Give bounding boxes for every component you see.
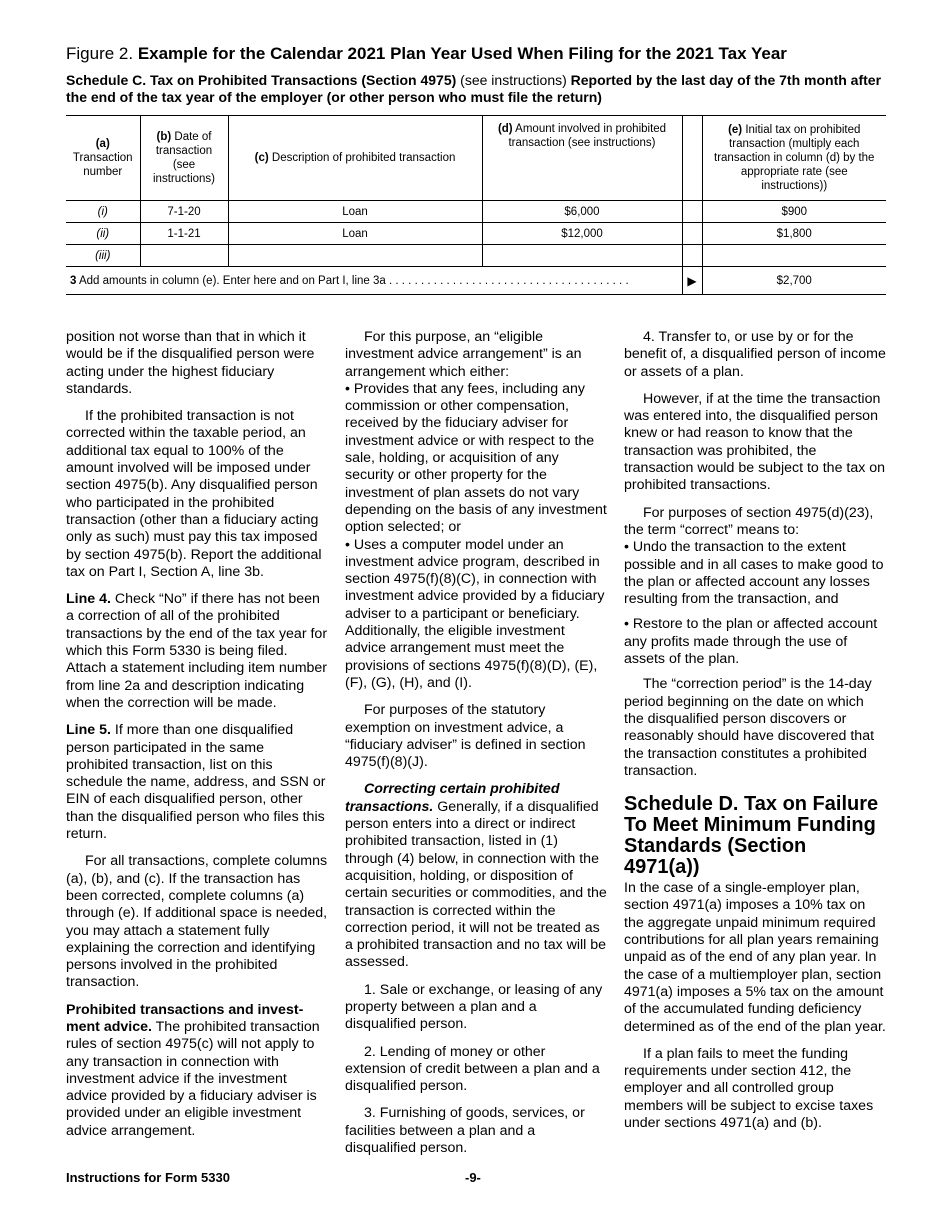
bullet-icon: • (345, 380, 350, 397)
numbered-item: 2. Lending of money or other extension of credit between a plan and a disqualified person. (345, 1043, 600, 1095)
row-number: (i) (66, 201, 140, 223)
row-description: Loan (228, 223, 482, 245)
header-b-text: Date of transaction (see instructions) (153, 131, 215, 185)
paragraph: For purposes of section 4975(d)(23), the term “correct” means to: (624, 504, 874, 538)
row-number: (ii) (66, 223, 140, 245)
row-tax: $900 (702, 201, 886, 223)
paragraph-investment-advice (66, 1002, 328, 1140)
paragraph: The “correction period” is the 14-day period beginning on the date on which the disqualified person discovers or reasonably should have discovered that the transaction constitutes a prohibited transaction. (624, 676, 875, 779)
bullet-item (345, 381, 607, 537)
bullet-text: Provides that any fees, including any commission or other compensation, received by the fiduciary adviser for investment advice or with respect to the sale, holding, or acquisition of any security or other property for the investment of plan assets do not vary depending on the basis of any investment option selected; or (345, 380, 607, 536)
paragraph: In the case of a single-employer plan, section 4971(a) imposes a 10% tax on the aggregate unpaid minimum required contributions for all plan years remaining unpaid as of the end of any plan year. In the case of a multiemployer plan, section 4971(a) imposes a 5% tax on the amount of the accumulated funding deficiency determined as of the end of the plan year. (624, 880, 886, 1035)
line-4-heading: Line 4. (66, 591, 111, 608)
header-e (702, 116, 886, 201)
numbered-item: 3. Furnishing of goods, services, or facilities between a plan and a disqualified person. (345, 1105, 585, 1157)
column-2 (345, 329, 607, 1167)
bullet-icon: • (624, 539, 629, 556)
row-amount: $12,000 (482, 223, 682, 245)
paragraph: If a plan fails to meet the funding requirements under section 412, the employer and all controlled group members will be subject to excise taxes under sections 4971(a) and (b). (624, 1045, 874, 1131)
paragraph: For this purpose, an “eligible investment advice arrangement” is an arrangement which either: (345, 329, 582, 380)
header-a-text: Transaction number (72, 152, 133, 178)
schedule-title-bold2: Reported by the last day of the 7th month after the end of the tax year of the employer (or other person who must file the return) (66, 72, 882, 105)
bullet-item (624, 616, 886, 668)
column-1 (66, 329, 328, 1150)
line-4-text: Check “No” if there has not been a correction of all of the prohibited transactions by the end of the tax year for which this Form 5330 is being filed. Attach a statement including item number from line 2a and description indicating when the correction will be made. (66, 591, 328, 711)
schedule-c-table (66, 115, 886, 295)
row-date: 7-1-20 (140, 201, 228, 223)
table-row (66, 201, 886, 223)
line-5-text: If more than one disqualified person participated in the same prohibited transaction, list on this schedule the name, address, and SSN or EIN of each disqualified person, other than the disqualified person who files this return. (66, 722, 326, 843)
paragraph: position not worse than that in which it would be if the disqualified person were acting under the highest fiduciary standards. (66, 329, 315, 397)
paragraph: If the prohibited transaction is not corrected within the taxable period, an additional tax equal to 100% of the amount involved will be imposed under section 4975(b). Any disqualified person who participated in the prohibited transaction (other than a fiduciary acting only as such) must pay this tax imposed by section 4975(b). Report the additional tax on Part I, Section A, line 3b. (66, 408, 322, 580)
column-3 (624, 329, 886, 1142)
schedule-title-normal: (see instructions) (456, 72, 571, 88)
header-b-key: (b) (156, 131, 172, 143)
arrow-icon: ▶ (682, 267, 702, 295)
row-tax: $1,800 (702, 223, 886, 245)
row-spacer (682, 201, 702, 223)
bullet-text: Restore to the plan or affected account any profits made through the use of assets of the plan. (624, 616, 878, 668)
header-b (140, 116, 228, 201)
header-spacer (682, 116, 702, 201)
row-description (228, 245, 482, 267)
header-a-key: (a) (95, 138, 110, 150)
row-number: (iii) (66, 245, 140, 267)
figure-label: Figure 2. (66, 44, 138, 63)
paragraph-line-4 (66, 591, 328, 712)
schedule-title (66, 72, 896, 106)
row-amount (482, 245, 682, 267)
table-row (66, 245, 886, 267)
header-e-text: Initial tax on prohibited transaction (multiply each transaction in column (d) by the appropriate rate (see instructions)) (714, 124, 875, 192)
bullet-text: Undo the transaction to the extent possible and in all cases to make good to the plan or affected account any losses resulting from the transaction, and (624, 539, 884, 608)
numbered-item: 1. Sale or exchange, or leasing of any property between a plan and a disqualified person. (345, 981, 603, 1033)
bullet-text: Uses a computer model under an investment advice program, described in section 4975(f)(8)(C), in connection with investment advice provided by a fiduciary adviser to a participant or beneficiary. (345, 536, 605, 622)
header-c-text: Description of prohibited transaction (268, 152, 456, 164)
paragraph-line-5 (66, 722, 328, 843)
header-c (228, 116, 482, 201)
paragraph: Additionally, the eligible investment advice arrangement must meet the provisions of sections 4975(f)(8)(D), (E), (F), (G), (H), and (I). (345, 623, 598, 691)
figure-title-text: Example for the Calendar 2021 Plan Year Used When Filing for the 2021 Tax Year (137, 44, 787, 63)
row-date (140, 245, 228, 267)
paragraph: For purposes of the statutory exemption on investment advice, a “fiduciary adviser” is defined in section 4975(f)(8)(J). (345, 702, 586, 771)
total-row (66, 267, 886, 295)
investment-advice-text: The prohibited transaction rules of section 4975(c) will not apply to any transaction in connection with investment advice if the investment advice provided by a fiduciary adviser is provided under an eligible investment advice arrangement. (66, 1018, 320, 1139)
paragraph-correcting (345, 781, 607, 971)
header-e-key: (e) (728, 124, 743, 136)
header-c-key: (c) (254, 152, 269, 164)
total-line-number: 3 (70, 274, 77, 287)
figure-title (66, 44, 787, 64)
total-leader-dots: . . . . . . . . . . . . . . . . . . . . . . . . . . . . . . . . . . . . . . (385, 274, 629, 287)
row-description: Loan (228, 201, 482, 223)
footer-form-name: Instructions for Form 5330 (66, 1170, 230, 1185)
total-label-cell (66, 267, 682, 295)
header-d (482, 116, 682, 201)
numbered-item: 4. Transfer to, or use by or for the benefit of, a disqualified person of income or assets of a plan. (624, 329, 886, 380)
bullet-item (624, 539, 886, 608)
schedule-d-heading: Schedule D. Tax on Failure To Meet Minimum Funding Standards (Section 4971(a)) (624, 793, 879, 879)
header-d-text: Amount involved in prohibited transaction (see instructions) (508, 123, 667, 149)
paragraph: For all transactions, complete columns (a), (b), and (c). If the transaction has been corrected, complete columns (a) through (e). If additional space is needed, you may attach a statement fully explaining the correction and identifying persons involved in the prohibited transaction. (66, 853, 328, 991)
row-tax (702, 245, 886, 267)
bullet-icon: • (345, 536, 350, 553)
footer-page-number: -9- (465, 1170, 481, 1185)
line-5-heading: Line 5. (66, 722, 111, 739)
total-label: Add amounts in column (e). Enter here and on Part I, line 3a (76, 274, 386, 287)
total-value: $2,700 (702, 267, 886, 295)
header-a (66, 116, 140, 201)
row-spacer (682, 245, 702, 267)
row-date: 1-1-21 (140, 223, 228, 245)
correcting-text: Generally, if a disqualified person enters into a direct or indirect prohibited transaction, listed in (1) through (4) below, in connection with the acquisition, holding, or disposition of certain securities or commodities, and the transaction is corrected within the correction period, it will not be treated as a prohibited transaction and no tax will be assessed. (345, 798, 607, 971)
bullet-icon: • (624, 616, 629, 633)
table-header-row (66, 116, 886, 201)
investment-advice-heading: Prohibited transactions and invest-ment advice. (66, 1001, 304, 1035)
correcting-heading: Correcting certain prohibited transactions. (345, 781, 560, 815)
table-row (66, 223, 886, 245)
header-d-key: (d) (497, 123, 513, 135)
schedule-title-bold1: Schedule C. Tax on Prohibited Transactions (Section 4975) (66, 72, 457, 88)
row-spacer (682, 223, 702, 245)
paragraph: However, if at the time the transaction was entered into, the disqualified person knew or had reason to know that the transaction was prohibited, the transaction would be subject to the tax on prohibited transactions. (624, 390, 886, 494)
bullet-item (345, 537, 607, 623)
row-amount: $6,000 (482, 201, 682, 223)
